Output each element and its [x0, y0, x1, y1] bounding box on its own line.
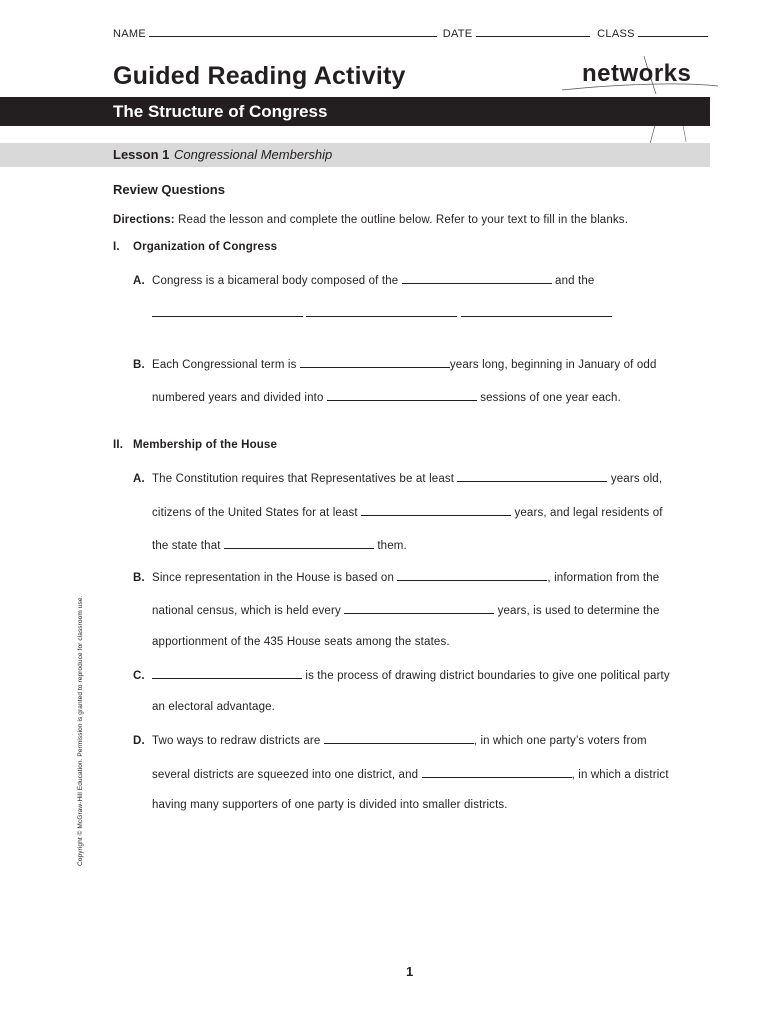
answer-blank[interactable] [344, 602, 494, 614]
item-2a-text6: them. [377, 540, 407, 552]
item-2a-line1 [133, 470, 662, 485]
item-2d-line3 [152, 799, 508, 811]
item-2a-text3: citizens of the United States for at least [152, 507, 358, 519]
item-2a-text2: years old, [610, 473, 663, 485]
item-2c-line1 [133, 667, 670, 682]
chapter-title-bar [0, 97, 710, 126]
item-2d-line2 [152, 766, 669, 781]
answer-blank[interactable] [461, 305, 612, 317]
answer-blank[interactable] [361, 504, 511, 516]
class-blank[interactable] [638, 26, 708, 37]
item-2b-text5: apportionment of the 435 House seats among the states. [152, 636, 450, 648]
item-1b-line2 [152, 389, 621, 404]
item-2c-letter: C. [133, 670, 145, 682]
item-2d-letter: D. [133, 735, 145, 747]
date-blank[interactable] [476, 26, 590, 37]
item-2d-text2: , in which one party’s voters from [473, 735, 647, 747]
section-2-heading [113, 439, 277, 451]
item-1b-text2: years long, beginning in January of odd [449, 359, 657, 371]
item-1a-letter: A. [133, 275, 145, 287]
item-2b-line1 [133, 569, 659, 584]
item-2d-text1: Two ways to redraw districts are [152, 735, 321, 747]
name-blank[interactable] [149, 26, 437, 37]
lesson-name: Congressional Membership [174, 147, 333, 162]
section-2-number: II. [113, 439, 124, 451]
date-label: DATE [442, 28, 473, 40]
section-2-title: Membership of the House [133, 439, 278, 451]
item-2a-line2 [152, 504, 663, 519]
item-1b-text1: Each Congressional term is [152, 359, 297, 371]
item-2d-text4: , in which a district [571, 769, 669, 781]
item-1a-line1 [133, 272, 594, 287]
answer-blank[interactable] [152, 305, 303, 317]
item-2d-line1 [133, 732, 647, 747]
item-1a-line2 [152, 305, 612, 320]
page-title: Guided Reading Activity [113, 62, 406, 90]
lesson-bar [0, 143, 710, 167]
answer-blank[interactable] [402, 272, 552, 284]
answer-blank[interactable] [397, 569, 547, 581]
item-2c-line2 [152, 701, 275, 713]
item-1b-letter: B. [133, 359, 145, 371]
item-2c-text2: an electoral advantage. [152, 701, 276, 713]
item-1b-text3: numbered years and divided into [152, 392, 324, 404]
answer-blank[interactable] [422, 766, 572, 778]
item-2a-text5: the state that [152, 540, 221, 552]
name-label: NAME [113, 28, 146, 40]
class-label: CLASS [597, 28, 635, 40]
page-number: 1 [406, 964, 414, 979]
item-1a-text1: Congress is a bicameral body composed of the [152, 275, 399, 287]
item-1b-line1 [133, 356, 657, 371]
item-2b-text3: national census, which is held every [152, 605, 341, 617]
directions [113, 214, 628, 226]
section-1-heading [113, 241, 277, 253]
item-1a-text2: and the [555, 275, 595, 287]
chapter-title: The Structure of Congress [113, 102, 328, 121]
section-1-number: I. [113, 241, 120, 253]
item-2b-letter: B. [133, 572, 145, 584]
answer-blank[interactable] [457, 470, 607, 482]
answer-blank[interactable] [324, 732, 474, 744]
item-2d-text5: having many supporters of one party is divided into smaller districts. [152, 799, 508, 811]
item-2d-text3: several districts are squeezed into one district, and [152, 769, 419, 781]
directions-label: Directions: [113, 214, 175, 226]
lesson-label: Lesson 1 [113, 147, 170, 162]
item-2c-text1: is the process of drawing district boundaries to give one political party [305, 670, 670, 682]
directions-text: Read the lesson and complete the outline below. Refer to your text to fill in the blanks. [178, 214, 629, 226]
student-info-header [113, 26, 708, 40]
item-2b-text2: , information from the [547, 572, 660, 584]
answer-blank[interactable] [152, 667, 302, 679]
copyright-notice: Copyright © McGraw-Hill Education. Permission is granted to reproduce for classroom use. [77, 595, 84, 866]
logo-text: networks [582, 60, 692, 87]
review-heading: Review Questions [113, 182, 225, 197]
item-2b-text4: years, is used to determine the [497, 605, 660, 617]
item-2a-letter: A. [133, 473, 145, 485]
item-2a-text1: The Constitution requires that Representatives be at least [152, 473, 455, 485]
item-1b-text4: sessions of one year each. [480, 392, 621, 404]
answer-blank[interactable] [327, 389, 477, 401]
item-2b-text1: Since representation in the House is based on [152, 572, 395, 584]
answer-blank[interactable] [224, 537, 374, 549]
section-1-title: Organization of Congress [133, 241, 278, 253]
item-2b-line3 [152, 636, 450, 648]
item-2a-text4: years, and legal residents of [514, 507, 663, 519]
answer-blank[interactable] [306, 305, 457, 317]
answer-blank[interactable] [300, 356, 450, 368]
item-2a-line3 [152, 537, 407, 552]
item-2b-line2 [152, 602, 660, 617]
